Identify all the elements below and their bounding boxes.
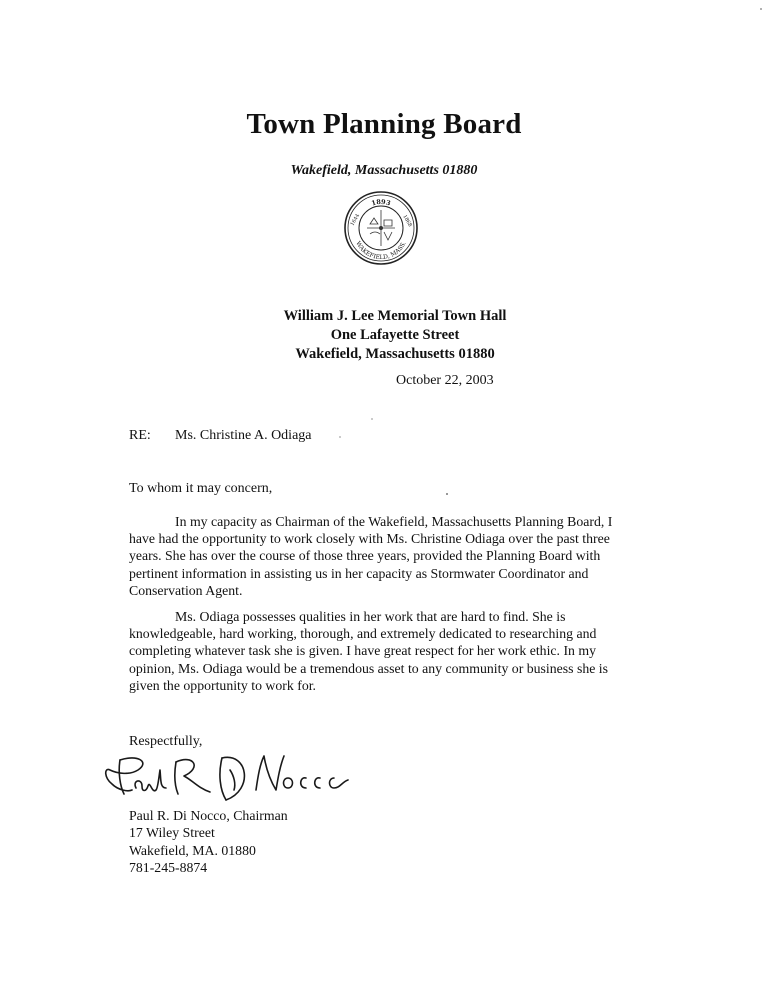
paragraph-2: [129, 608, 649, 694]
seal-left-year: 1644: [349, 212, 362, 227]
address-line-1: William J. Lee Memorial Town Hall: [283, 308, 507, 324]
paragraph-2-line: completing whatever task she is given. I have great respect for her work ethic. In my: [129, 643, 597, 659]
scan-speck: [371, 418, 373, 420]
signer-block: [129, 807, 288, 877]
letter-date: October 22, 2003: [396, 373, 494, 388]
address-line-3: Wakefield, Massachusetts 01880: [295, 346, 495, 362]
seal-right-year: 1868: [401, 214, 413, 229]
salutation: To whom it may concern,: [129, 481, 273, 496]
address-line-2: One Lafayette Street: [330, 327, 460, 343]
paragraph-1: [129, 513, 649, 599]
paragraph-2-line: Ms. Odiaga possesses qualities in her work that are hard to find. She is: [175, 609, 566, 624]
letterhead-subtitle: Wakefield, Massachusetts 01880: [290, 163, 478, 178]
seal-bottom-text: WAKEFIELD, MASS.: [354, 240, 408, 262]
signer-name-title: Paul R. Di Nocco, Chairman: [129, 808, 288, 823]
re-value: Ms. Christine A. Odiaga: [175, 428, 312, 443]
town-seal-icon: [343, 190, 419, 266]
signer-street: 17 Wiley Street: [129, 825, 215, 841]
paragraph-2-line: opinion, Ms. Odiaga would be a tremendous asset to any community or business she is: [129, 660, 608, 676]
signature-icon: [98, 750, 358, 812]
scan-speck: [446, 493, 448, 495]
scan-speck: [760, 8, 762, 10]
re-label: RE:: [129, 428, 151, 443]
paragraph-1-line: have had the opportunity to work closely with Ms. Christine Odiaga over the past three: [129, 531, 610, 547]
signature-text: Paul R. Di Nocco: [98, 750, 106, 751]
signer-city: Wakefield, MA. 01880: [129, 842, 256, 858]
letterhead-address: [0, 307, 768, 364]
paragraph-2-line: knowledgeable, hard working, thorough, and extremely dedicated to researching and: [129, 626, 597, 642]
paragraph-1-line: pertinent information in assisting us in her capacity as Stormwater Coordinator and: [129, 565, 589, 581]
paragraph-2-line: given the opportunity to work for.: [129, 677, 316, 693]
paragraph-1-line: years. She has over the course of those three years, provided the Planning Board with: [129, 548, 601, 564]
letterhead-title: Town Planning Board: [246, 108, 522, 140]
scan-speck: [339, 436, 341, 438]
signer-phone: 781-245-8874: [129, 860, 208, 876]
seal-year: 1893: [370, 197, 392, 208]
closing: Respectfully,: [129, 734, 203, 749]
paragraph-1-line: Conservation Agent.: [129, 582, 243, 598]
paragraph-1-line: In my capacity as Chairman of the Wakefield, Massachusetts Planning Board, I: [175, 514, 613, 529]
